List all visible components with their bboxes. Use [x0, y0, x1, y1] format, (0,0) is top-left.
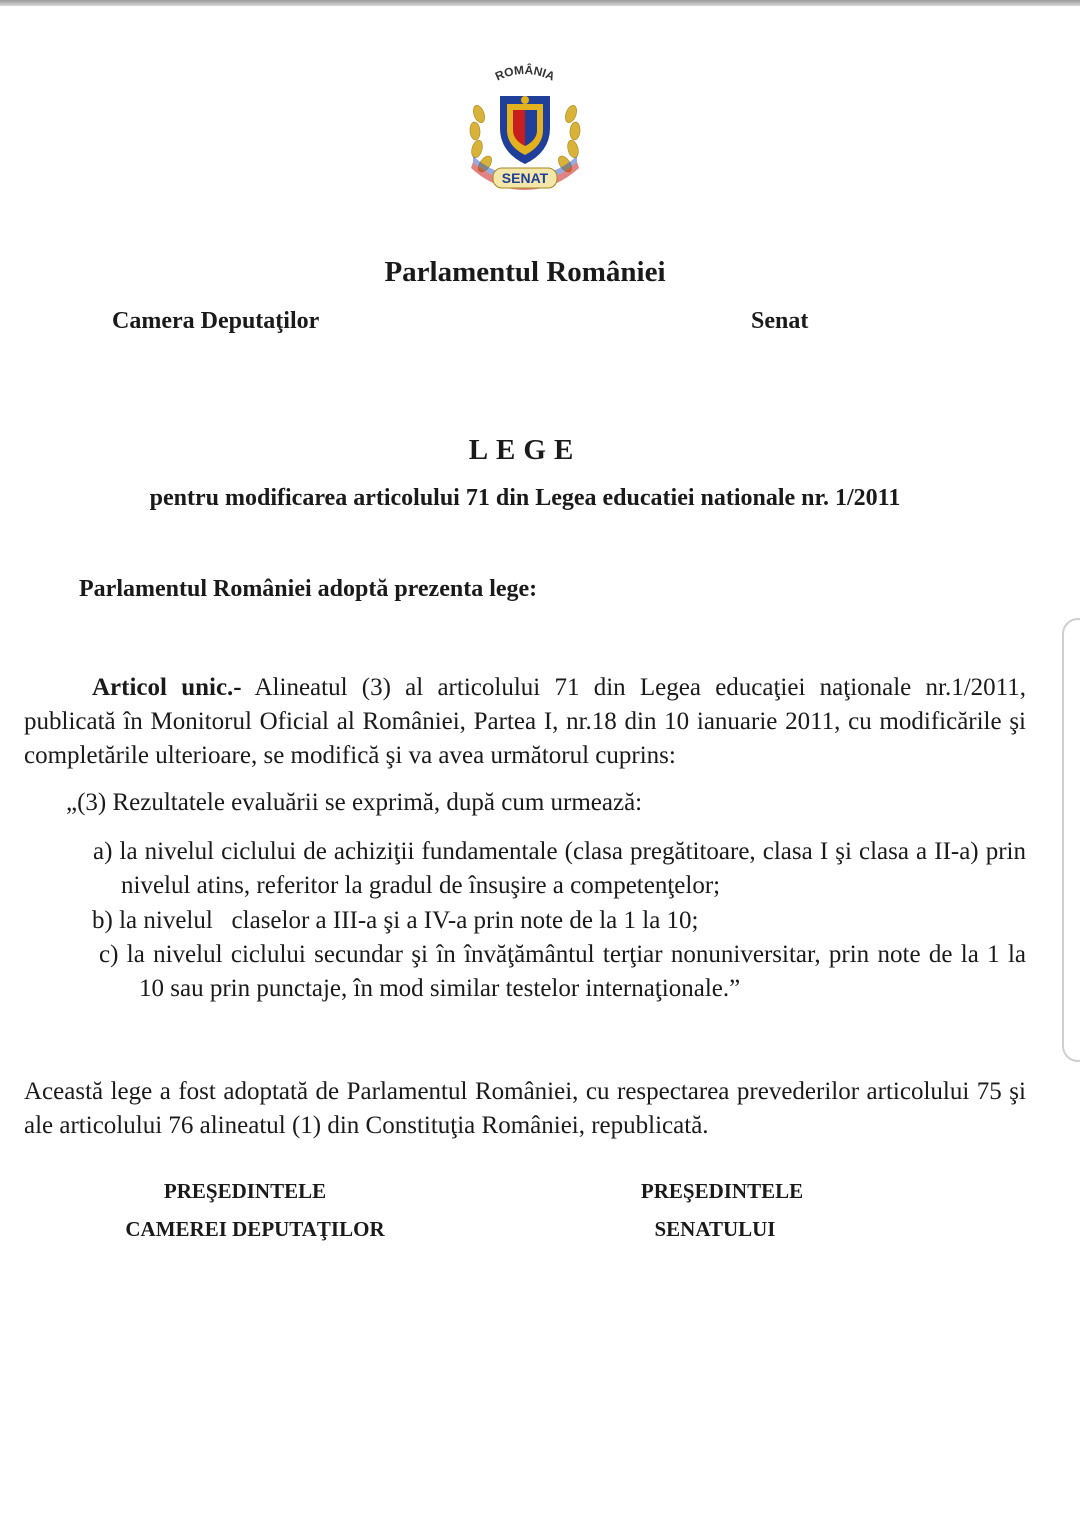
- signature-left-body: CAMEREI DEPUTAŢILOR: [125, 1217, 385, 1241]
- list-text-b: la nivelul claselor a III-a şi a IV-a prin note de la 1 la 10;: [119, 907, 699, 934]
- list-item-c: [99, 938, 1026, 1006]
- senate-label: Senat: [751, 308, 809, 334]
- article-text: Alineatul (3) al articolului 71 din Legea educaţiei naţionale nr.1/2011, publicată în Monitorul Oficial al României, Partea I, nr.18 din 10 ianuarie 2011, cu modificările şi completările ulterioare, se modifică şi va avea următorul cuprins:: [24, 674, 1026, 769]
- list-marker-a: a): [93, 838, 113, 865]
- list-marker-b: b): [92, 907, 113, 934]
- scroll-handle[interactable]: [1062, 618, 1080, 1062]
- senate-emblem-icon: [465, 56, 585, 201]
- adoption-line: Parlamentul României adoptă prezenta lege:: [79, 576, 538, 602]
- final-paragraph: Această lege a fost adoptată de Parlamentul României, cu respectarea prevederilor articolului 75 şi ale articolului 76 alineatul (1) din Constituţia României, republicată.: [24, 1078, 1026, 1139]
- emblem-bottom-text: SENAT: [501, 170, 549, 186]
- signature-left-title: PREŞEDINTELE: [163, 1179, 327, 1203]
- signature-right-body: SENATULUI: [654, 1217, 776, 1241]
- law-subtitle: pentru modificarea articolului 71 din Legea educatiei nationale nr. 1/2011: [149, 485, 901, 511]
- quote-intro: „(3) Rezultatele evaluării se exprimă, după cum urmează:: [66, 789, 643, 816]
- article-label: Articol unic.-: [92, 674, 242, 701]
- list-marker-c: c): [99, 941, 119, 968]
- parliament-title: Parlamentul României: [384, 256, 666, 288]
- top-border: [0, 0, 1080, 6]
- list-item-b: [92, 904, 1025, 938]
- list-text-a: la nivelul ciclului de achiziţii fundamentale (clasa pregătitoare, clasa I şi clasa a II-a) prin nivelul atins, referitor la gradul de însuşire a competenţelor;: [119, 838, 1026, 899]
- signature-right-title: PREŞEDINTELE: [640, 1179, 804, 1203]
- chamber-deputies-label: Camera Deputaţilor: [112, 308, 320, 334]
- article-paragraph: [24, 671, 1026, 773]
- law-title: LEGE: [468, 434, 582, 466]
- emblem-top-text: ROMÂNIA: [493, 62, 557, 84]
- list-item-a: [93, 835, 1026, 903]
- list-text-c: la nivelul ciclului secundar şi în învăţământul terţiar nonuniversitar, prin note de la 1 la 10 sau prin punctaje, în mod similar testelor internaţionale.”: [126, 941, 1027, 1002]
